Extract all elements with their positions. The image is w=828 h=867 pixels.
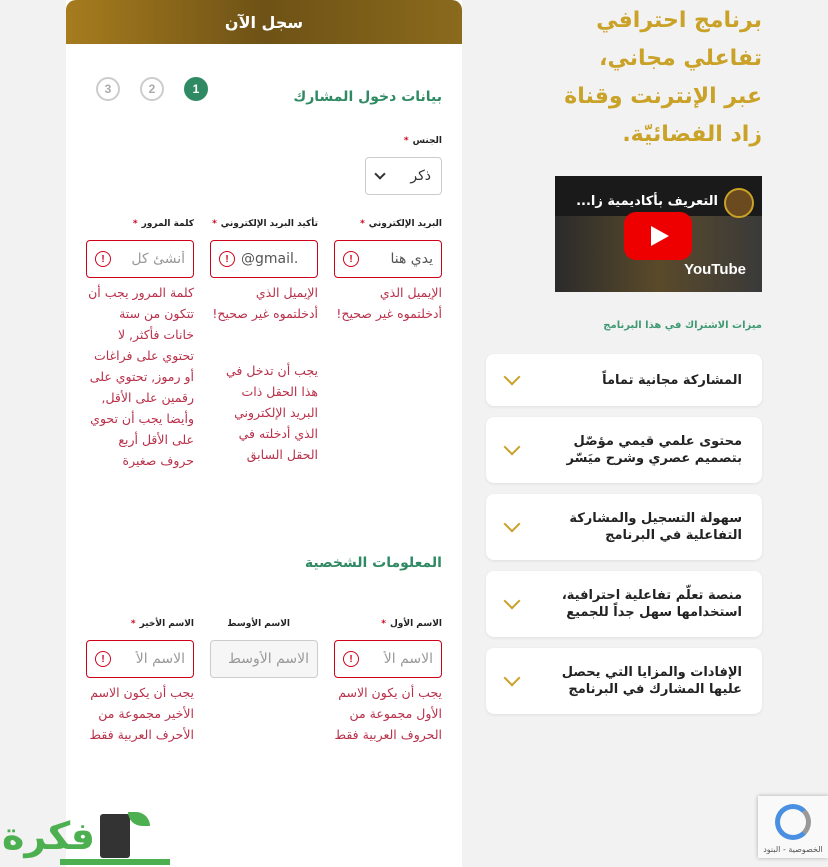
last-name-label-text: الاسم الأخير [139, 619, 194, 629]
email-confirm-value: @gmail. [241, 251, 299, 267]
logo-bar [60, 859, 170, 865]
video-embed[interactable] [555, 176, 762, 292]
required-mark: * [132, 219, 138, 229]
required-mark: * [130, 619, 136, 629]
chevron-down-icon [504, 670, 521, 687]
middle-name-placeholder: الاسم الأوسط [227, 651, 309, 667]
recaptcha-links[interactable]: الخصوصية - البنود [763, 845, 823, 854]
chevron-down-icon [374, 168, 385, 179]
email-label-text: البريد الإلكتروني [368, 219, 442, 229]
step-2[interactable]: 2 [140, 77, 164, 101]
first-name-field[interactable] [334, 640, 442, 678]
email-confirm-error: الإيميل الذي أدخلتموه غير صحيح! [212, 285, 318, 321]
step-3[interactable]: 3 [96, 77, 120, 101]
first-name-placeholder: الاسم الأ [383, 651, 433, 667]
last-name-error: يجب أن يكون الاسم الأخير مجموعة من الأحرف العربية فقط [89, 685, 194, 742]
error-icon: ! [343, 251, 359, 267]
step-indicator [96, 77, 208, 101]
required-mark: * [212, 219, 217, 229]
error-icon: ! [95, 651, 111, 667]
hero-heading [562, 2, 762, 154]
book-icon [100, 814, 130, 858]
first-name-error: يجب أن يكون الاسم الأول مجموعة من الحروف العربية فقط [334, 685, 442, 742]
error-icon: ! [343, 651, 359, 667]
gender-label [404, 136, 442, 146]
accordion-label: منصة تعلّم تفاعلية احترافية، استخدامها سهل جداً للجميع [561, 588, 742, 620]
password-placeholder: أنشئ كل [131, 251, 185, 267]
channel-logo [724, 188, 754, 218]
accordion-item[interactable] [486, 417, 762, 483]
password-label [133, 219, 194, 229]
accordion-item[interactable] [486, 494, 762, 560]
login-section-title: بيانات دخول المشارك [293, 89, 442, 105]
first-name-label [381, 619, 442, 629]
email-confirm-label [212, 219, 318, 229]
chevron-down-icon [504, 369, 521, 386]
middle-name-label-text: الاسم الأوسط [227, 619, 290, 629]
recaptcha-icon [775, 804, 811, 840]
email-value: يدي هنا [390, 251, 433, 267]
hero-line: زاد الفضائيّة. [622, 122, 762, 147]
accordion-label: الإفادات والمزايا التي يحصل عليها المشارك في البرنامج [561, 665, 742, 697]
logo-text: فكرة [2, 814, 96, 858]
email-error: الإيميل الذي أدخلتموه غير صحيح! [336, 285, 442, 321]
last-name-placeholder: الاسم الأ [135, 651, 185, 667]
middle-name-label [227, 619, 290, 629]
last-name-field[interactable] [86, 640, 194, 678]
required-mark: * [360, 219, 365, 229]
middle-name-field[interactable] [210, 640, 318, 678]
personal-section-title: المعلومات الشخصية [304, 555, 442, 571]
first-name-label-text: الاسم الأول [389, 619, 442, 629]
video-title[interactable]: التعريف بأكاديمية زا... [576, 194, 718, 209]
password-error: كلمة المرور يجب أن تتكون من ستة خانات فأكثر, لا تحتوي على فراغات أو رموز, تحتوي على رقمين على الأقل, وأيضا يجب أن تحوي على الأقل أربع حروف صغيرة [88, 285, 194, 468]
error-icon: ! [219, 251, 235, 267]
hero-line: عبر الإنترنت وقناة [564, 84, 762, 109]
gender-value: ذكر [410, 168, 431, 184]
recaptcha-badge[interactable] [758, 796, 828, 858]
gender-select[interactable] [365, 157, 442, 195]
accordion-label: محتوى علمي قيمي مؤصّل بتصميم عصري وشرح ميَسّر [566, 434, 742, 466]
accordion-label: سهولة التسجيل والمشاركة التفاعلية في البرنامج [569, 511, 742, 543]
hero-line: برنامج احترافي [596, 8, 762, 33]
last-name-label [131, 619, 194, 629]
accordion-label: المشاركة مجانية تماماً [602, 372, 742, 388]
password-field[interactable] [86, 240, 194, 278]
email-field[interactable] [334, 240, 442, 278]
email-confirm-match-error: يجب أن تدخل في هذا الحقل ذات البريد الإلكتروني الذي أدخلته في الحقل السابق [225, 363, 318, 462]
registration-form [66, 0, 462, 867]
youtube-logo[interactable]: YouTube [684, 261, 746, 278]
step-1[interactable]: 1 [184, 77, 208, 101]
chevron-down-icon [504, 439, 521, 456]
accordion-item[interactable] [486, 571, 762, 637]
site-logo[interactable] [0, 808, 170, 867]
required-mark: * [381, 619, 386, 629]
error-icon: ! [95, 251, 111, 267]
gender-label-text: الجنس [412, 136, 442, 146]
email-label [360, 219, 442, 229]
email-confirm-label-text: تأكيد البريد الإلكتروني [220, 219, 318, 229]
password-label-text: كلمة المرور [141, 219, 194, 229]
form-header: سجل الآن [66, 0, 462, 44]
chevron-down-icon [504, 516, 521, 533]
leaf-icon [128, 812, 150, 826]
chevron-down-icon [504, 593, 521, 610]
email-confirm-field[interactable] [210, 240, 318, 278]
hero-line: تفاعلي مجاني، [599, 46, 762, 71]
features-title: ميزات الاشتراك في هذا البرنامج [603, 320, 762, 331]
play-button-icon[interactable] [624, 212, 692, 260]
accordion-item[interactable] [486, 354, 762, 406]
accordion-item[interactable] [486, 648, 762, 714]
required-mark: * [403, 136, 409, 146]
